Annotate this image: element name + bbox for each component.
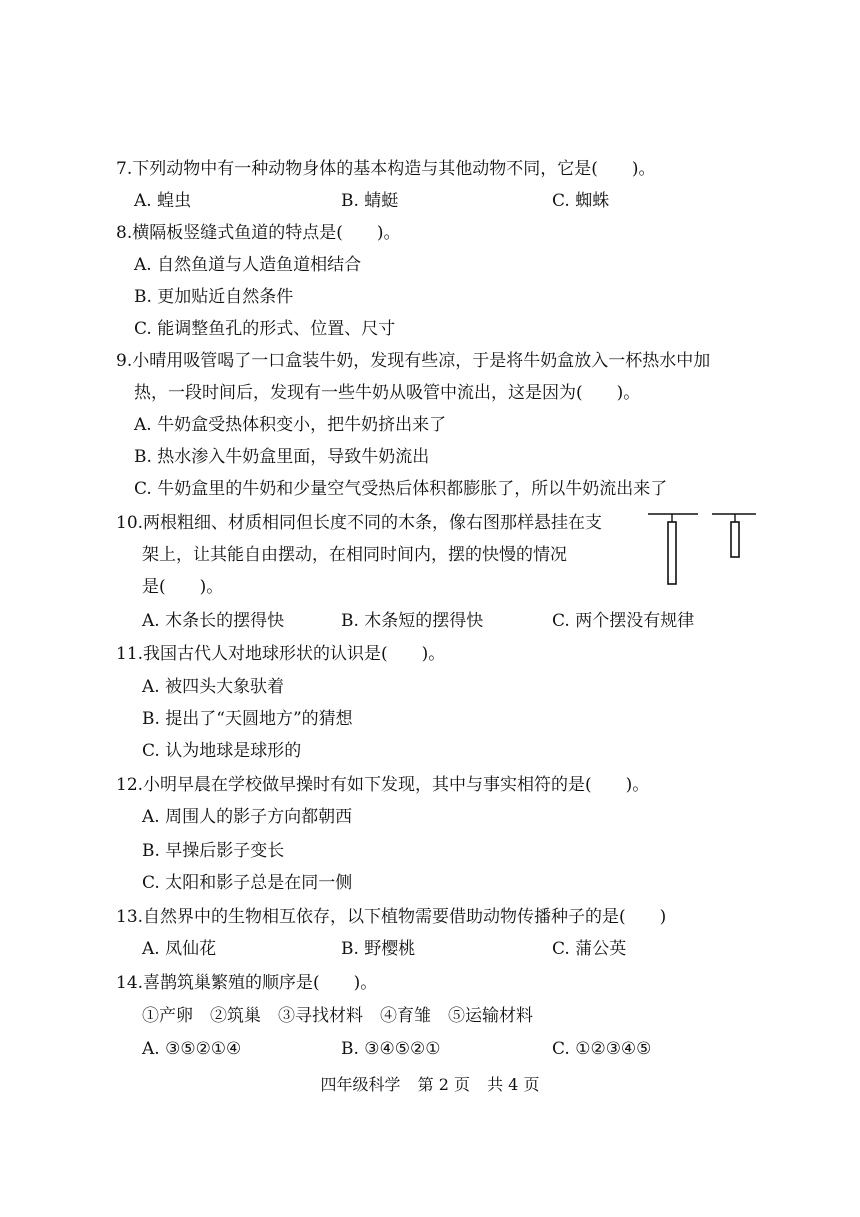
option-12a: A. 周围人的影子方向都朝西 (142, 807, 353, 827)
question-11 (116, 643, 445, 665)
question-10-continued-2: 是( )。 (142, 577, 224, 597)
option-14c: C. ①②③④⑤ (552, 1039, 652, 1059)
question-number: 8. (116, 223, 133, 243)
option-10c: C. 两个摆没有规律 (552, 611, 695, 631)
option-8a: A. 自然鱼道与人造鱼道相结合 (134, 255, 362, 275)
question-12 (116, 774, 649, 796)
question-number: 13. (116, 907, 144, 927)
option-9b: B. 热水渗入牛奶盒里面，导致牛奶流出 (134, 447, 430, 467)
question-10-continued-1: 架上，让其能自由摆动，在相同时间内，摆的快慢的情况 (142, 545, 567, 565)
question-7 (116, 158, 656, 180)
option-9a: A. 牛奶盒受热体积变小，把牛奶挤出来了 (134, 415, 447, 435)
question-number: 10. (116, 513, 144, 533)
pendulum-diagram (646, 508, 758, 588)
footer-page-number: 第 2 页 (417, 1075, 470, 1094)
page-footer (0, 1072, 860, 1095)
option-14a: A. ③⑤②①④ (142, 1039, 242, 1059)
option-8b: B. 更加贴近自然条件 (134, 287, 294, 307)
question-text: 两根粗细、材质相同但长度不同的木条，像右图那样悬挂在支 (143, 513, 603, 533)
option-14b: B. ③④⑤②① (341, 1039, 441, 1059)
option-13b: B. 野樱桃 (341, 939, 416, 959)
question-10 (116, 512, 602, 534)
question-text: 小晴用吸管喝了一口盒装牛奶，发现有些凉，于是将牛奶盒放入一杯热水中加 (132, 351, 711, 371)
question-number: 9. (116, 351, 133, 371)
question-number: 7. (116, 159, 133, 179)
option-13a: A. 凤仙花 (142, 939, 217, 959)
option-11c: C. 认为地球是球形的 (142, 741, 302, 761)
question-9 (116, 350, 710, 372)
question-text: 小明早晨在学校做早操时有如下发现，其中与事实相符的是( )。 (143, 775, 650, 795)
option-13c: C. 蒲公英 (552, 939, 627, 959)
question-text: 自然界中的生物相互依存，以下植物需要借助动物传播种子的是( ) (143, 907, 667, 927)
question-text: 横隔板竖缝式鱼道的特点是( )。 (132, 223, 401, 243)
question-text: 下列动物中有一种动物身体的基本构造与其他动物不同，它是( )。 (132, 159, 656, 179)
option-8c: C. 能调整鱼孔的形式、位置、尺寸 (134, 319, 396, 339)
question-14-steps: ①产卵 ②筑巢 ③寻找材料 ④育雏 ⑤运输材料 (142, 1006, 533, 1026)
question-number: 12. (116, 775, 144, 795)
option-9c: C. 牛奶盒里的牛奶和少量空气受热后体积都膨胀了，所以牛奶流出来了 (134, 479, 668, 499)
option-11b: B. 提出了“天圆地方”的猜想 (142, 709, 353, 729)
question-text: 喜鹊筑巢繁殖的顺序是( )。 (143, 973, 378, 993)
question-number: 14. (116, 973, 144, 993)
question-13 (116, 906, 666, 928)
question-8 (116, 222, 401, 244)
footer-subject: 四年级科学 (320, 1075, 401, 1094)
footer-total-pages: 共 4 页 (487, 1075, 540, 1094)
question-number: 11. (116, 644, 144, 664)
question-text: 我国古代人对地球形状的认识是( )。 (143, 644, 446, 664)
option-12c: C. 太阳和影子总是在同一侧 (142, 873, 353, 893)
long-pendulum (648, 514, 698, 584)
option-10b: B. 木条短的摆得快 (341, 611, 484, 631)
question-14 (116, 972, 377, 994)
option-10a: A. 木条长的摆得快 (142, 611, 285, 631)
question-9-continued: 热，一段时间后，发现有一些牛奶从吸管中流出，这是因为( )。 (134, 383, 641, 403)
option-7b: B. 蜻蜓 (341, 191, 399, 211)
short-pendulum (712, 514, 756, 557)
option-7c: C. 蜘蛛 (552, 191, 610, 211)
option-7a: A. 蝗虫 (134, 191, 192, 211)
option-11a: A. 被四头大象驮着 (142, 677, 285, 697)
option-12b: B. 早操后影子变长 (142, 841, 285, 861)
